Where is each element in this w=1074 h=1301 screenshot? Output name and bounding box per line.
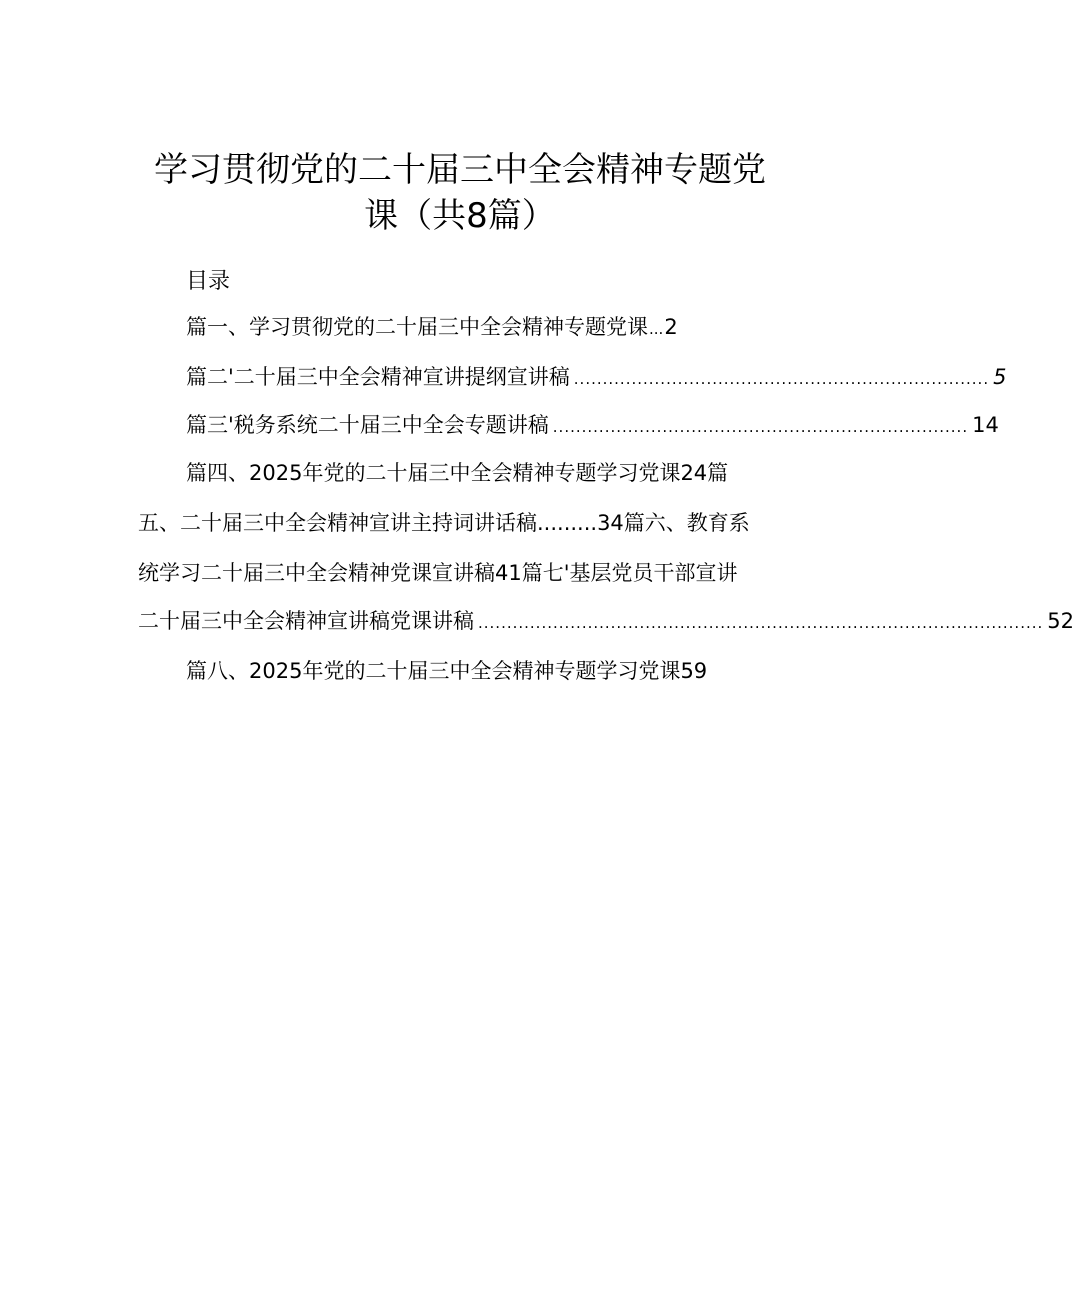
document-title-line-1: 学习贯彻党的二十届三中全会精神专题党 — [154, 150, 766, 190]
toc-page-number: 5 — [993, 365, 1007, 389]
toc-entry-text: 篇三'税务系统二十届三中全会专题讲稿 — [186, 413, 549, 437]
toc-entry-6[interactable] — [138, 558, 784, 588]
toc-leader-dots: ........................................................................ — [552, 418, 969, 436]
document-title-line-2: 课（共8篇） — [364, 196, 556, 236]
toc-entry-text: 篇四、2025年党的二十届三中全会精神专题学习党课24篇 — [186, 461, 729, 485]
toc-entry-8[interactable] — [186, 656, 784, 686]
toc-heading: 目录 — [186, 269, 231, 294]
toc-entry-5[interactable] — [138, 508, 784, 538]
toc-page-number: 52 — [1047, 609, 1074, 633]
toc-entry-7[interactable] — [138, 606, 1074, 636]
toc-entry-3[interactable] — [186, 410, 999, 440]
toc-entry-text: 二十届三中全会精神宣讲稿党课讲稿 — [138, 609, 474, 633]
toc-leader-dots: ........................................................................ — [573, 370, 990, 388]
toc-entry-text: 统学习二十届三中全会精神党课宣讲稿41篇七'基层党员干部宣讲 — [138, 561, 738, 585]
toc-page-number: 14 — [972, 413, 999, 437]
toc-entry-4[interactable] — [186, 458, 784, 488]
toc-entry-text: 篇二'二十届三中全会精神宣讲提纲宣讲稿 — [186, 365, 570, 389]
toc-entry-2[interactable] — [186, 362, 1007, 392]
toc-entry-1[interactable] — [186, 312, 726, 342]
toc-entry-text: 篇一、学习贯彻党的二十届三中全会精神专题党课 — [186, 315, 648, 339]
toc-leader-dots: ... — [649, 320, 664, 338]
toc-entry-text: 篇八、2025年党的二十届三中全会精神专题学习党课59 — [186, 659, 708, 683]
toc-leader-dots: .................................................................................................. — [478, 614, 1044, 632]
toc-page-number: 2 — [664, 315, 678, 339]
toc-entry-text: 五、二十届三中全会精神宣讲主持词讲话稿.........34篇六、教育系 — [138, 511, 750, 535]
